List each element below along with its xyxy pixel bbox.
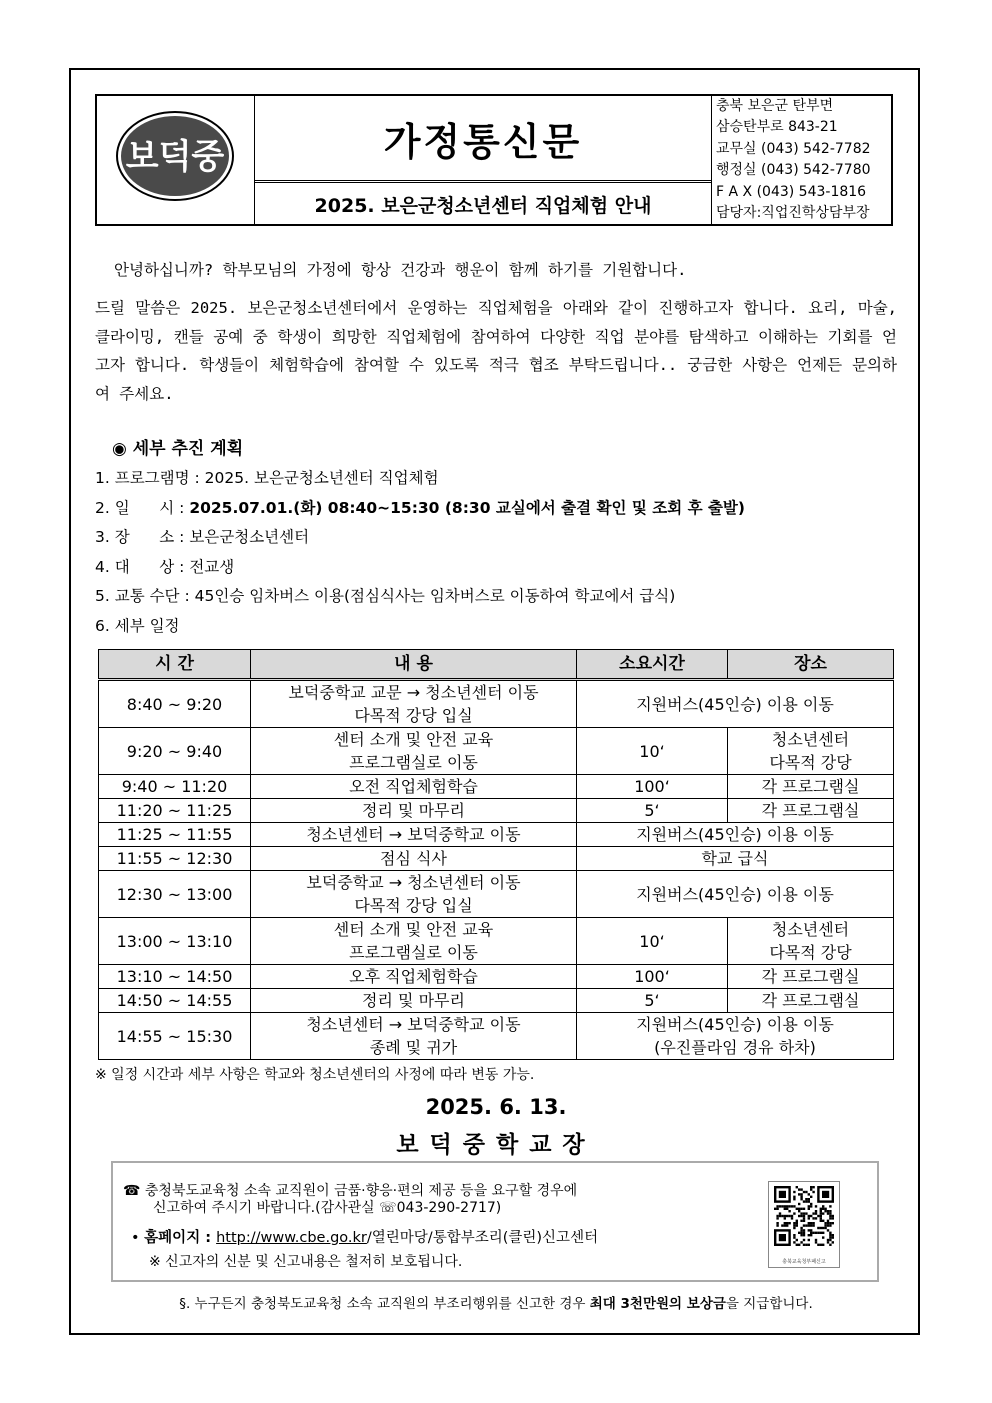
place-cell: 청소년센터 다목적 강당 — [728, 918, 894, 965]
greeting: 안녕하십니까? 학부모님의 가정에 항상 건강과 행운이 함께 하기를 기원합니다. — [114, 261, 687, 279]
time-cell: 8:40 ~ 9:20 — [99, 680, 251, 728]
duration-cell: 10‘ — [577, 728, 728, 775]
time-cell: 14:50 ~ 14:55 — [99, 989, 251, 1013]
column-header: 소요시간 — [577, 650, 728, 680]
time-cell: 12:30 ~ 13:00 — [99, 871, 251, 918]
transport-cell: 지원버스(45인승) 이용 이동 (우진플라임 경유 하차) — [577, 1013, 894, 1060]
time-cell: 9:40 ~ 11:20 — [99, 775, 251, 799]
svg-text:충북교육청부패신고: 충북교육청부패신고 — [782, 1259, 826, 1265]
plan-item: 3. 장 소 : 보은군청소년센터 — [95, 528, 310, 546]
place-cell: 각 프로그램실 — [728, 989, 894, 1013]
report-text: ☎ 충청북도교육청 소속 교직원이 금품·향응·편의 제공 등을 요구할 경우에 신고하여 주시기 바랍니다.(감사관실 ☏043-290-2717) — [123, 1183, 578, 1216]
table-row — [99, 823, 894, 847]
contact-line: 담당자:직업진학상담부장 — [716, 205, 870, 222]
table-row — [99, 847, 894, 871]
table-row — [99, 871, 894, 918]
content-cell: 보덕중학교 교문 → 청소년센터 이동 다목적 강당 입실 — [251, 680, 577, 728]
content-cell: 오전 직업체험학습 — [251, 775, 577, 799]
transport-cell: 지원버스(45인승) 이용 이동 — [577, 680, 894, 728]
transport-cell: 지원버스(45인승) 이용 이동 — [577, 823, 894, 847]
duration-cell: 5‘ — [577, 989, 728, 1013]
footer-notice: §. 누구든지 충청북도교육청 소속 교직원의 부조리행위를 신고한 경우 최대 3천만원의 보상금을 지급합니다. — [179, 1296, 813, 1312]
duration-cell: 100‘ — [577, 775, 728, 799]
document-subtitle: 2025. 보은군청소년센터 직업체험 안내 — [314, 194, 652, 217]
schedule-table — [98, 649, 894, 1060]
contact-line: 충북 보은군 탄부면 — [716, 98, 834, 114]
table-header-row — [99, 650, 894, 680]
duration-cell: 5‘ — [577, 799, 728, 823]
school-logo — [97, 96, 255, 224]
principal-signature: 보덕중학교장 — [396, 1132, 596, 1158]
time-cell: 14:55 ~ 15:30 — [99, 1013, 251, 1060]
intro-body: 드릴 말씀은 2025. 보은군청소년센터에서 운영하는 직업체험을 아래와 같이 진행하고자 합니다. 요리, 마술, 클라이밍, 캔들 공예 중 학생이 희망한 직업체험에 참여하여 다양한 직업 분야를 탐색하고 이해하는 기회를 얻고자 합니다. 학생들이 체험학습에 참여할 수 있도록 적극 협조 부탁드립니다.. 궁금한 사항은 언제든 문의하여 주세요. — [95, 299, 897, 403]
letter-header — [95, 94, 893, 226]
content-cell: 정리 및 마무리 — [251, 989, 577, 1013]
time-cell: 11:25 ~ 11:55 — [99, 823, 251, 847]
table-row — [99, 1013, 894, 1060]
column-header: 내 용 — [251, 650, 577, 680]
section-heading: ◉ 세부 추진 계획 — [112, 439, 244, 459]
contact-line: F A X (043) 543-1816 — [716, 183, 867, 200]
table-row — [99, 680, 894, 728]
plan-item: 5. 교통 수단 : 45인승 임차버스 이용(점심식사는 임차버스로 이동하여 학교에서 급식) — [95, 587, 676, 605]
plan-item: 2. 일 시 : 2025.07.01.(화) 08:40~15:30 (8:30 교실에서 출결 확인 및 조회 후 출발) — [95, 498, 745, 517]
svg-text:보덕중: 보덕중 — [125, 137, 225, 177]
column-header: 장소 — [728, 650, 894, 680]
duration-cell: 100‘ — [577, 965, 728, 989]
content-cell: 오후 직업체험학습 — [251, 965, 577, 989]
contact-line: 교무실 (043) 542-7782 — [716, 140, 871, 157]
place-cell: 각 프로그램실 — [728, 775, 894, 799]
plan-list — [95, 464, 745, 641]
document-title: 가정통신문 — [255, 96, 711, 183]
table-row — [99, 775, 894, 799]
place-cell: 청소년센터 다목적 강당 — [728, 728, 894, 775]
content-cell: 센터 소개 및 안전 교육 프로그램실로 이동 — [251, 728, 577, 775]
homepage-line: • 홈페이지 : http://www.cbe.go.kr/열린마당/통합부조리(클린)신고센터 — [131, 1230, 599, 1246]
contact-line: 삼승탄부로 843-21 — [716, 119, 838, 136]
content-cell: 청소년센터 → 보덕중학교 이동 종례 및 귀가 — [251, 1013, 577, 1060]
table-row — [99, 989, 894, 1013]
time-cell: 11:20 ~ 11:25 — [99, 799, 251, 823]
content-cell: 청소년센터 → 보덕중학교 이동 — [251, 823, 577, 847]
phone-icon: ☎ — [123, 1183, 141, 1199]
issue-date: 2025. 6. 13. — [425, 1095, 567, 1119]
time-cell: 9:20 ~ 9:40 — [99, 728, 251, 775]
contact-line: 행정실 (043) 542-7780 — [716, 162, 871, 179]
plan-item: 1. 프로그램명 : 2025. 보은군청소년센터 직업체험 — [95, 469, 439, 487]
contact-info — [714, 96, 896, 224]
content-cell: 정리 및 마무리 — [251, 799, 577, 823]
place-cell: 각 프로그램실 — [728, 799, 894, 823]
column-header: 시 간 — [99, 650, 251, 680]
bullet-icon: • — [131, 1230, 140, 1246]
place-cell: 각 프로그램실 — [728, 965, 894, 989]
table-row — [99, 728, 894, 775]
schedule-note: ※ 일정 시간과 세부 사항은 학교와 청소년센터의 사정에 따라 변동 가능. — [95, 1067, 535, 1083]
transport-cell: 지원버스(45인승) 이용 이동 — [577, 871, 894, 918]
time-cell: 13:00 ~ 13:10 — [99, 918, 251, 965]
time-cell: 13:10 ~ 14:50 — [99, 965, 251, 989]
homepage-link[interactable]: http://www.cbe.go.kr — [216, 1230, 367, 1246]
transport-cell: 학교 급식 — [577, 847, 894, 871]
content-cell: 센터 소개 및 안전 교육 프로그램실로 이동 — [251, 918, 577, 965]
plan-item: 6. 세부 일정 — [95, 616, 180, 635]
content-cell: 점심 식사 — [251, 847, 577, 871]
time-cell: 11:55 ~ 12:30 — [99, 847, 251, 871]
content-cell: 보덕중학교 → 청소년센터 이동 다목적 강당 입실 — [251, 871, 577, 918]
privacy-note: ※ 신고자의 신분 및 신고내용은 철저히 보호됩니다. — [149, 1254, 463, 1270]
table-row — [99, 965, 894, 989]
duration-cell: 10‘ — [577, 918, 728, 965]
qr-code-icon[interactable] — [768, 1181, 840, 1268]
table-row — [99, 799, 894, 823]
plan-item: 4. 대 상 : 전교생 — [95, 557, 235, 576]
table-row — [99, 918, 894, 965]
report-notice-box — [111, 1161, 879, 1282]
